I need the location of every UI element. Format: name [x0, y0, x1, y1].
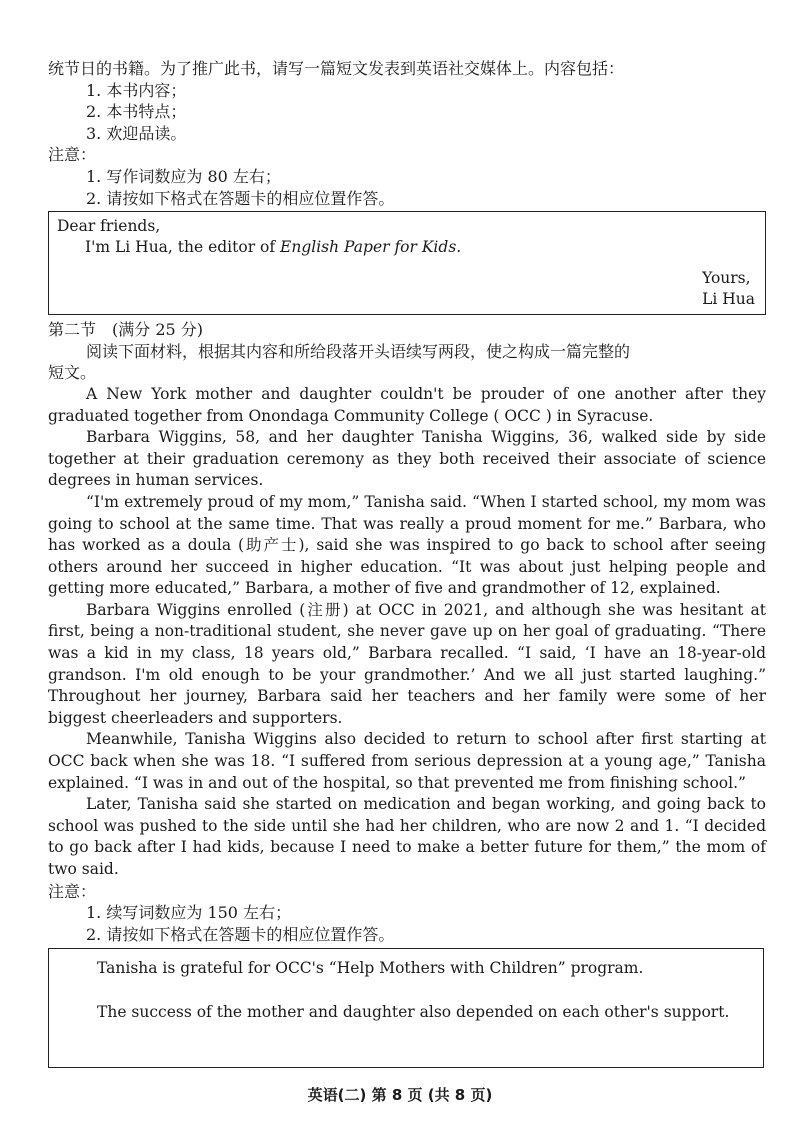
letter-intro — [57, 237, 757, 258]
notes2-item-1: 1. 续写词数应为 150 左右； — [86, 903, 292, 923]
instruction-item-2: 2. 本书特点； — [86, 102, 187, 122]
instruction-item-1: 1. 本书内容； — [86, 80, 187, 100]
instruction-intro: 统节日的书籍。为了推广此书，请写一篇短文发表到英语社交媒体上。内容包括： — [48, 59, 625, 78]
story-paragraph-2: Barbara Wiggins, 58, and her daughter Tanisha Wiggins, 36, walked side by side together at their graduation ceremony as they both received their associate of science degrees in human services. — [48, 428, 766, 490]
section-heading: 第二节 (满分 25 分) — [48, 320, 204, 340]
continuation-template-box — [48, 948, 764, 1068]
section-task-line-1: 阅读下面材料，根据其内容和所给段落开头语续写两段，使之构成一篇完整的 — [86, 341, 631, 361]
letter-name: Li Hua — [702, 290, 755, 309]
story-paragraph-3: “I'm extremely proud of my mom,” Tanisha said. “When I started school, my mom was going to school at the same time. That was really a proud moment for me.” Barbara, who has worked as a doula (助产士), said she was inspired to go back to school after seeing others around her succeed in higher education. “It was about just helping people and getting more educated,” Barbara, a mother of five and grandmother of 12, explained. — [48, 492, 766, 598]
page-footer: 英语(二) 第 8 页 (共 8 页) — [307, 1086, 493, 1104]
story-paragraph-5: Meanwhile, Tanisha Wiggins also decided to return to school after first starting at OCC back when she was 18. “I suffered from serious depression at a young age,” Tanisha explained. “I was in and out of the hospital, so that prevented me from finishing school.” — [48, 730, 766, 792]
letter-greeting: Dear friends, — [57, 217, 161, 236]
notes2-label: 注意： — [48, 881, 97, 901]
notes2-item-2: 2. 请按如下格式在答题卡的相应位置作答。 — [86, 924, 395, 944]
note-label: 注意： — [48, 145, 97, 165]
instruction-item-3: 3. 欢迎品读。 — [86, 123, 187, 143]
continuation-opening-1: Tanisha is grateful for OCC's “Help Mothers with Children” program. — [97, 959, 644, 978]
note-item-1: 1. 写作词数应为 80 左右； — [86, 166, 281, 186]
section-task-line-2: 短文。 — [48, 363, 97, 383]
continuation-opening-2: The success of the mother and daughter also depended on each other's support. — [97, 1003, 730, 1022]
letter-signature — [702, 268, 755, 310]
writing-template-box — [48, 211, 766, 315]
letter-newspaper-title: English Paper for Kids. — [280, 238, 462, 257]
exam-page — [48, 58, 766, 1068]
letter-closing: Yours, — [702, 269, 751, 288]
note-item-2: 2. 请按如下格式在答题卡的相应位置作答。 — [86, 188, 395, 208]
letter-intro-text: I'm Li Hua, the editor of — [85, 238, 281, 257]
story-paragraph-4: Barbara Wiggins enrolled (注册) at OCC in 2021, and although she was hesitant at first, being a non-traditional student, she never gave up on her goal of graduating. “There was a kid in my class, 18 years old,” Barbara recalled. “I said, ‘I have an 18-year-old grandson. I'm old enough to be your grandmother.’ And we all just started laughing.” Throughout her journey, Barbara said her teachers and her family were some of her biggest cheerleaders and supporters. — [48, 600, 766, 727]
story-paragraph-1: A New York mother and daughter couldn't be prouder of one another after they graduated together from Onondaga Community College ( OCC ) in Syracuse. — [48, 384, 766, 425]
story-paragraph-6: Later, Tanisha said she started on medication and began working, and going back to school was pushed to the side until she had her children, who are now 2 and 1. “I decided to go back after I had kids, because I need to make a better future for them,” the mom of two said. — [48, 795, 766, 878]
